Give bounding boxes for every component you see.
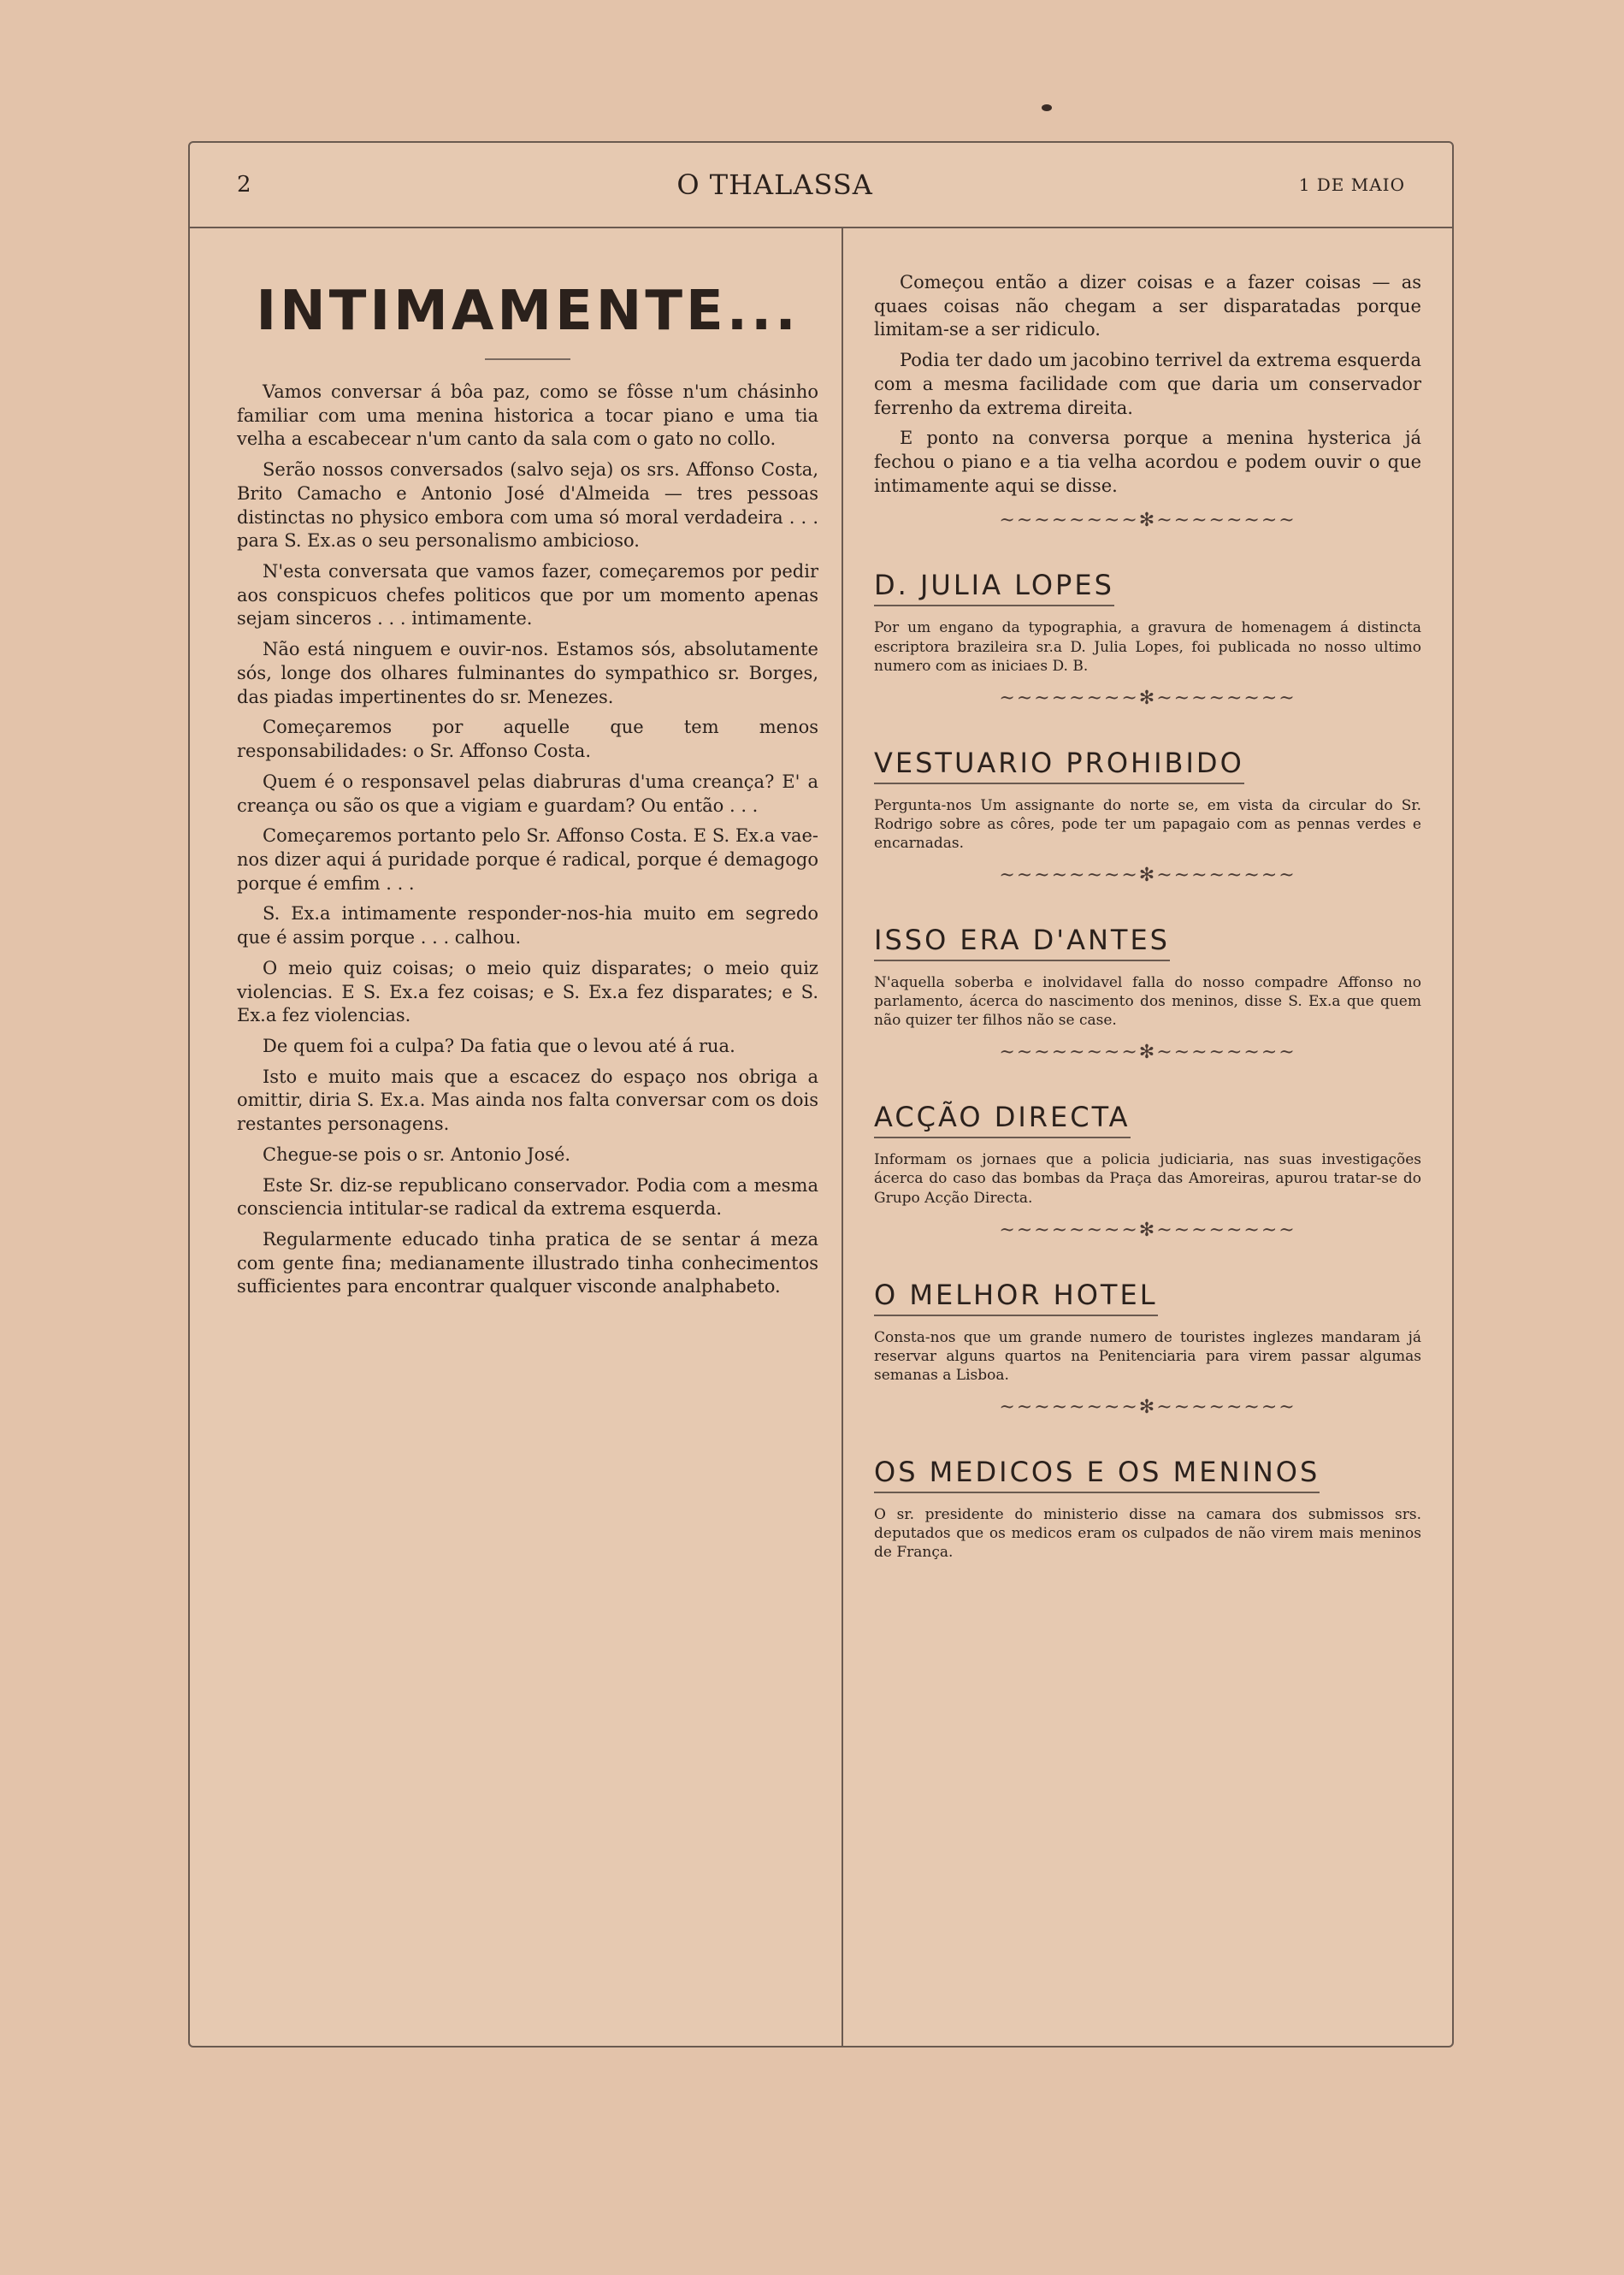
section-text: Informam os jornaes que a policia judiciaria, nas suas investigações ácerca do caso das bombas da Praça das Amoreiras, apurou tratar-se do Grupo Acção Directa. bbox=[874, 1151, 1421, 1207]
article-paragraph: Vamos conversar á bôa paz, como se fôsse n'um chásinho familiar com uma menina historica a tocar piano e uma tia velha a escabecear n'um canto da sala com o gato no collo. bbox=[237, 381, 818, 450]
article-paragraph: Serão nossos conversados (salvo seja) os srs. Affonso Costa, Brito Camacho e Antonio José d'Almeida — tres pessoas distinctas no physico embora com uma só moral verdadeira . . . para S. Ex.as o seu personalismo ambicioso. bbox=[237, 459, 818, 552]
ornamental-divider: ~~~~~~~~✻~~~~~~~~ bbox=[999, 1042, 1296, 1064]
article-paragraph: O meio quiz coisas; o meio quiz disparates; o meio quiz violencias. E S. Ex.a fez coisas; e S. Ex.a fez disparates; e S. Ex.a fez violencias. bbox=[237, 957, 818, 1026]
article-headline: INTIMAMENTE... bbox=[256, 280, 800, 343]
section-heading: ACÇÃO DIRECTA bbox=[874, 1101, 1131, 1138]
article-paragraph: Chegue-se pois o sr. Antonio José. bbox=[263, 1143, 571, 1165]
section-text: N'aquella soberba e inolvidavel falla do nosso compadre Affonso no parlamento, ácerca do nascimento dos meninos, disse S. Ex.a que quem não quizer ter filhos não se case. bbox=[874, 974, 1421, 1030]
article-paragraph: Não está ninguem e ouvir-nos. Estamos sós, absolutamente sós, longe dos olhares fulminantes do sympathico sr. Borges, das piadas impertinentes do sr. Menezes. bbox=[237, 639, 818, 707]
ornamental-divider: ~~~~~~~~✻~~~~~~~~ bbox=[999, 865, 1296, 887]
section-text: Pergunta-nos Um assignante do norte se, em vista da circular do Sr. Rodrigo sobre as côres, pode ter um papagaio com as pennas verdes e encarnadas. bbox=[874, 796, 1421, 852]
section-heading: VESTUARIO PROHIBIDO bbox=[874, 747, 1244, 784]
section-heading: ISSO ERA D'ANTES bbox=[874, 924, 1170, 961]
article-paragraph: Este Sr. diz-se republicano conservador. Podia com a mesma consciencia intitular-se radical da extrema esquerda. bbox=[237, 1174, 818, 1220]
article-paragraph: N'esta conversata que vamos fazer, começaremos por pedir aos conspicuos chefes politicos que por um momento apenas sejam sinceros . . . intimamente. bbox=[237, 561, 818, 629]
headline-rule bbox=[485, 358, 570, 360]
ink-spot bbox=[1042, 104, 1052, 111]
section-heading: OS MEDICOS E OS MENINOS bbox=[874, 1456, 1320, 1493]
section-heading: D. JULIA LOPES bbox=[874, 569, 1114, 606]
section-text: Consta-nos que um grande numero de touristes inglezes mandaram já reservar alguns quartos na Penitenciaria para virem passar algumas semanas a Lisboa. bbox=[874, 1328, 1421, 1384]
article-paragraph: Começaremos por aquelle que tem menos responsabilidades: o Sr. Affonso Costa. bbox=[237, 717, 818, 762]
article-paragraph: Começou então a dizer coisas e a fazer coisas — as quaes coisas não chegam a ser disparatadas porque limitam-se a ser ridiculo. bbox=[874, 272, 1421, 340]
ornamental-divider: ~~~~~~~~✻~~~~~~~~ bbox=[999, 1219, 1296, 1241]
page-number: 2 bbox=[237, 172, 251, 198]
article-paragraph: E ponto na conversa porque a menina hysterica já fechou o piano e a tia velha acordou e podem ouvir o que intimamente aqui se disse. bbox=[874, 428, 1421, 496]
article-body bbox=[237, 381, 818, 1299]
newspaper-page bbox=[188, 141, 1454, 2048]
newspaper-title: O THALASSA bbox=[676, 168, 873, 201]
section-text: O sr. presidente do ministerio disse na camara dos submissos srs. deputados que os medicos eram os culpados de não virem mais meninos de França. bbox=[874, 1505, 1421, 1562]
article-paragraph: De quem foi a culpa? Da fatia que o levou até á rua. bbox=[263, 1035, 735, 1056]
article-continuation bbox=[874, 271, 1421, 498]
issue-date: 1 DE MAIO bbox=[1298, 174, 1405, 195]
ornamental-divider: ~~~~~~~~✻~~~~~~~~ bbox=[999, 687, 1296, 709]
article-paragraph: Começaremos portanto pelo Sr. Affonso Costa. E S. Ex.a vae-nos dizer aqui á puridade porque é radical, porque é demagogo porque é emfim . . . bbox=[237, 825, 818, 894]
section-text: Por um engano da typographia, a gravura de homenagem á distincta escriptora brazileira sr.a D. Julia Lopes, foi publicada no nosso ultimo numero com as iniciaes D. B. bbox=[874, 619, 1421, 675]
article-paragraph: Regularmente educado tinha pratica de se sentar á meza com gente fina; medianamente illustrado tinha conhecimentos sufficientes para encontrar qualquer visconde analphabeto. bbox=[237, 1229, 818, 1297]
article-paragraph: Isto e muito mais que a escacez do espaço nos obriga a omittir, diria S. Ex.a. Mas ainda nos falta conversar com os dois restantes personagens. bbox=[237, 1066, 818, 1135]
column-divider bbox=[842, 228, 843, 2046]
right-column bbox=[874, 271, 1421, 1562]
article-paragraph: Quem é o responsavel pelas diabruras d'uma creança? E' a creança ou são os que a vigiam e guardam? Ou então . . . bbox=[237, 771, 818, 816]
masthead bbox=[190, 143, 1452, 228]
article-paragraph: S. Ex.a intimamente responder-nos-hia muito em segredo que é assim porque . . . calhou. bbox=[237, 903, 818, 948]
ornamental-divider: ~~~~~~~~✻~~~~~~~~ bbox=[999, 510, 1296, 532]
short-notes bbox=[874, 510, 1421, 1562]
left-column bbox=[237, 271, 818, 1306]
ornamental-divider: ~~~~~~~~✻~~~~~~~~ bbox=[999, 1396, 1296, 1418]
article-paragraph: Podia ter dado um jacobino terrivel da extrema esquerda com a mesma facilidade com que daria um conservador ferrenho da extrema direita. bbox=[874, 350, 1421, 418]
section-heading: O MELHOR HOTEL bbox=[874, 1279, 1158, 1316]
